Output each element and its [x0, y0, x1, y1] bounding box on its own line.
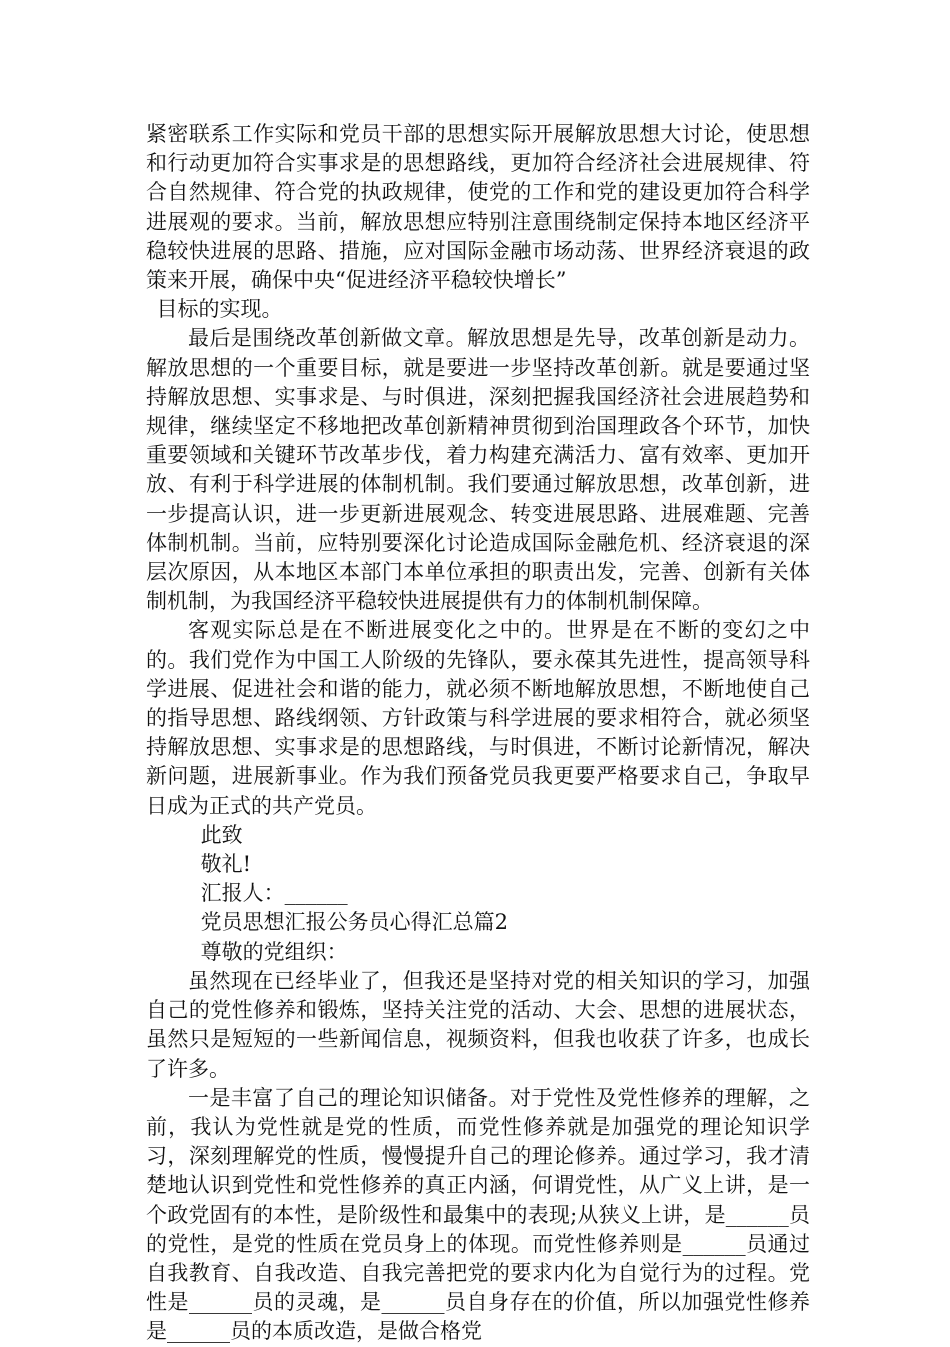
paragraph-continuation: 目标的实现。	[156, 297, 283, 322]
reporter-signature: 汇报人：______	[200, 881, 348, 906]
paragraph-reform-innovation: 最后是围绕改革创新做文章。解放思想是先导，改革创新是动力。解放思想的一个重要目标，就是要进一步坚持改革创新。就是要通过坚持解放思想、实事求是、与时俱进，深刻把握我国经济社会进展趋势和规律，继续坚定不移地把改革创新精神贯彻到治国理政各个环节，加快重要领域和关键环节改革步伐，着力构建充满活力、富有效率、更加开放、有利于科学进展的体制机制。我们要通过解放思想，改革创新，进一步提高认识，进一步更新进展观念、转变进展思路、进展难题、完善体制机制。当前，应特别要深化讨论造成国际金融危机、经济衰退的深层次原因，从本地区本部门本单位承担的职责出发，完善、创新有关体制机制，为我国经济平稳较快进展提供有力的体制机制保障。	[146, 326, 810, 614]
paragraph-objective-reality: 客观实际总是在不断进展变化之中的。世界是在不断的变幻之中的。我们党作为中国工人阶级的先锋队，要永葆其先进性，提高领导科学进展、促进社会和谐的能力，就必须不断地解放思想，不断地使自己的指导思想、路线纲领、方针政策与科学进展的要求相符合，就必须坚持解放思想、实事求是的思想路线，与时俱进，不断讨论新情况，解决新问题，进展新事业。作为我们预备党员我更要严格要求自己，争取早日成为正式的共产党员。	[146, 618, 810, 818]
document-body	[146, 120, 810, 1347]
paragraph-liberation-thinking: 紧密联系工作实际和党员干部的思想实际开展解放思想大讨论，使思想和行动更加符合实事求是的思想路线，更加符合经济社会进展规律、符合自然规律、符合党的执政规律，使党的工作和党的建设更加符合科学进展观的要求。当前，解放思想应特别注意围绕制定保持本地区经济平稳较快进展的思路、措施，应对国际金融市场动荡、世界经济衰退的政策来开展，确保中央“促进经济平稳较快增长”	[146, 122, 810, 293]
section-title: 党员思想汇报公务员心得汇总篇2	[200, 910, 508, 935]
paragraph-continued-study: 虽然现在已经毕业了，但我还是坚持对党的相关知识的学习，加强自己的党性修养和锻炼，坚持关注党的活动、大会、思想的进展状态，虽然只是短短的一些新闻信息，视频资料，但我也收获了许多，也成长了许多。	[146, 968, 810, 1081]
paragraph-theory-knowledge: 一是丰富了自己的理论知识储备。对于党性及党性修养的理解，之前，我认为党性就是党的性质，而党性修养就是加强党的理论知识学习，深刻理解党的性质，慢慢提升自己的理论修养。通过学习，我才清楚地认识到党性和党性修养的真正内涵，何谓党性，从广义上讲，是一个政党固有的本性，是阶级性和最集中的表现;从狭义上讲，是______员的党性，是党的性质在党员身上的体现。而党性修养则是______员通过自我教育、自我改造、自我完善把党的要求内化为自觉行为的过程。党性是______员的灵魂，是______员自身存在的价值，所以加强党性修养是______员的本质改造，是做合格党	[146, 1085, 810, 1344]
closing-respect: 敬礼!	[200, 852, 252, 877]
greeting: 尊敬的党组织：	[200, 939, 348, 964]
closing-salutation: 此致	[200, 822, 243, 847]
